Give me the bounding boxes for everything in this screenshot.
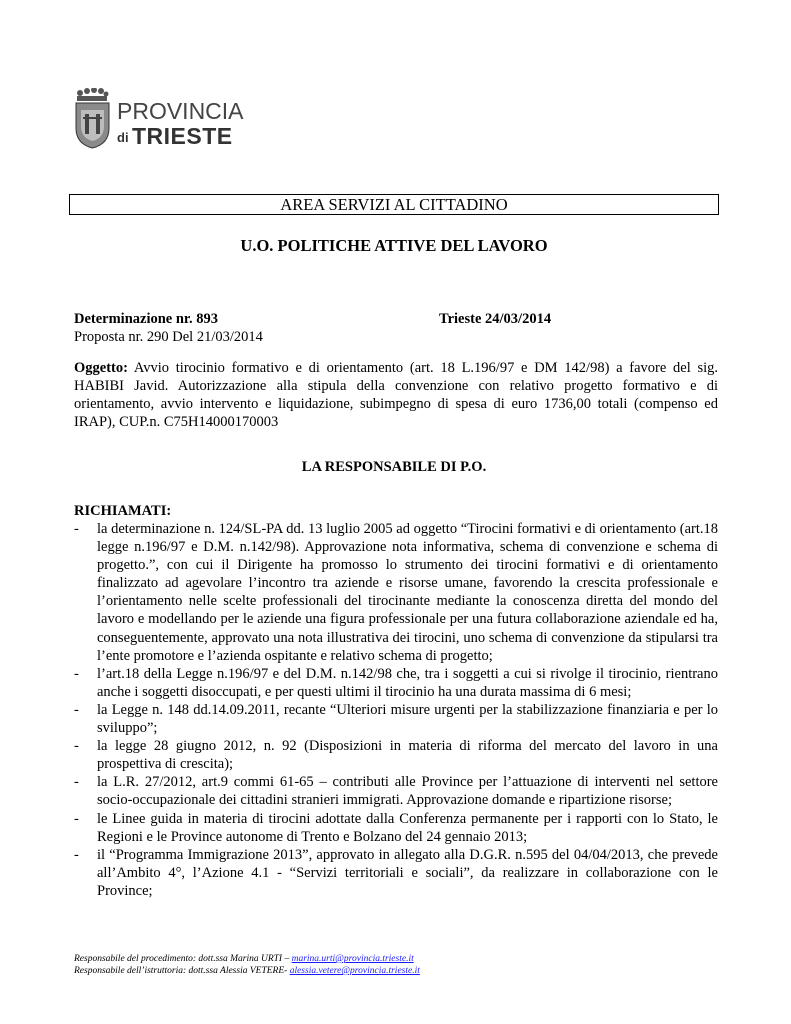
document-date: Trieste 24/03/2014 xyxy=(439,311,552,327)
logo-wordmark-trieste: TRIESTE xyxy=(132,123,233,149)
oggetto-paragraph xyxy=(74,359,718,431)
list-item-text: l’art.18 della Legge n.196/97 e del D.M. n.142/98 che, tra i soggetti a cui si rivolge il tirocinio, rientrano anche i soggetti disoccupati, e per questi ultimi il tirocinio ha una durata massima di 6 mesi; xyxy=(97,665,718,700)
list-item xyxy=(74,701,718,737)
footer-line-procedimento xyxy=(74,953,420,965)
list-bullet: - xyxy=(74,521,79,537)
list-item-text: la determinazione n. 124/SL-PA dd. 13 luglio 2005 ad oggetto “Tirocini formativi e di orientamento (art.18 legge n.196/97 e D.M. n.142/98). Approvazione nota informativa, schema di convenzione e schema di progetto.”, con cui il Dirigente ha promosso lo strumento dei tirocini formativi e di orientamento finalizzato ad agevolare l’incontro tra aziende e risorse umane, favorendo la crescita professionale e l’orientamento nelle scelte professionali del tirocinante mediante la conoscenza diretta del mondo del lavoro e modellando per le aziende una figura professionale per una futura collaborazione aziendale ed ha, conseguentemente, approvato una nota illustrativa dei tirocini, uno schema di convenzione da stipularsi tra l’ente promotore e l’azienda ospitante e relativo schema di progetto; xyxy=(97,521,718,664)
list-item-text: la Legge n. 148 dd.14.09.2011, recante “Ulteriori misure urgenti per la stabilizzazione finanziaria e per lo sviluppo”; xyxy=(97,701,718,737)
list-item xyxy=(74,846,718,900)
email-link-vetere[interactable]: alessia.vetere@provincia.trieste.it xyxy=(289,966,420,976)
list-bullet: - xyxy=(74,738,79,755)
list-item-text: il “Programma Immigrazione 2013”, approvato in allegato alla D.G.R. n.595 del 04/04/2013, che prevede all’Ambito 4°, l’Azione 4.1 - “Servizi territoriali e sociali”, da realizzare in collaborazione con le Province; xyxy=(97,846,718,899)
richiamati-heading: RICHIAMATI: xyxy=(74,503,172,519)
list-bullet: - xyxy=(74,665,79,682)
logo-wordmark-di: di xyxy=(117,130,129,145)
page-footer xyxy=(74,953,420,977)
oggetto-text: Avvio tirocinio formativo e di orientamento (art. 18 L.196/97 e DM 142/98) a favore del sig. HABIBI Javid. Autorizzazione alla stipula della convenzione con relativo progetto formativo e di orientamento, avvio intervento e liquidazione, subimpegno di spesa di euro 1736,00 totali (compenso ed IRAP), CUP.n. C75H14000170003 xyxy=(74,360,718,431)
list-item-text: la legge 28 giugno 2012, n. 92 (Disposizioni in materia di riforma del mercato del lavoro in una prospettiva di crescita); xyxy=(97,738,718,773)
footer-istruttoria-label: Responsabile dell’istruttoria: dott.ssa Alessia VETERE- xyxy=(74,966,290,976)
list-item xyxy=(74,520,718,665)
uo-title: U.O. POLITICHE ATTIVE DEL LAVORO xyxy=(240,236,548,255)
footer-line-istruttoria xyxy=(74,965,420,977)
list-item xyxy=(74,665,718,701)
richiamati-list xyxy=(74,520,718,900)
list-item xyxy=(74,773,718,809)
list-bullet: - xyxy=(74,846,79,863)
oggetto-label: Oggetto: xyxy=(74,360,128,376)
email-link-urti[interactable]: marina.urti@provincia.trieste.it xyxy=(291,954,414,964)
footer-procedimento-label: Responsabile del procedimento: dott.ssa Marina URTI – xyxy=(74,954,292,964)
list-bullet: - xyxy=(74,701,79,718)
list-bullet: - xyxy=(74,774,79,791)
responsabile-heading: LA RESPONSABILE DI P.O. xyxy=(301,459,487,475)
area-title-box: AREA SERVIZI AL CITTADINO xyxy=(69,194,719,215)
list-item-text: le Linee guida in materia di tirocini adottate dalla Conferenza permanente per i rapporti con lo Stato, le Regioni e le Province autonome di Trento e Bolzano del 24 gennaio 2013; xyxy=(97,810,718,845)
list-bullet: - xyxy=(74,810,79,827)
list-item-text: la L.R. 27/2012, art.9 commi 61-65 – contributi alle Province per l’attuazione di interventi nel settore socio-occupazionale dei cittadini stranieri immigrati. Approvazione domande e ripartizione risorse; xyxy=(97,774,718,809)
logo-wordmark-provincia: PROVINCIA xyxy=(117,98,244,124)
determinazione-number: Determinazione nr. 893 xyxy=(74,311,219,327)
proposta-number: Proposta nr. 290 Del 21/03/2014 xyxy=(74,329,263,345)
list-item xyxy=(74,810,718,846)
list-item xyxy=(74,737,718,773)
